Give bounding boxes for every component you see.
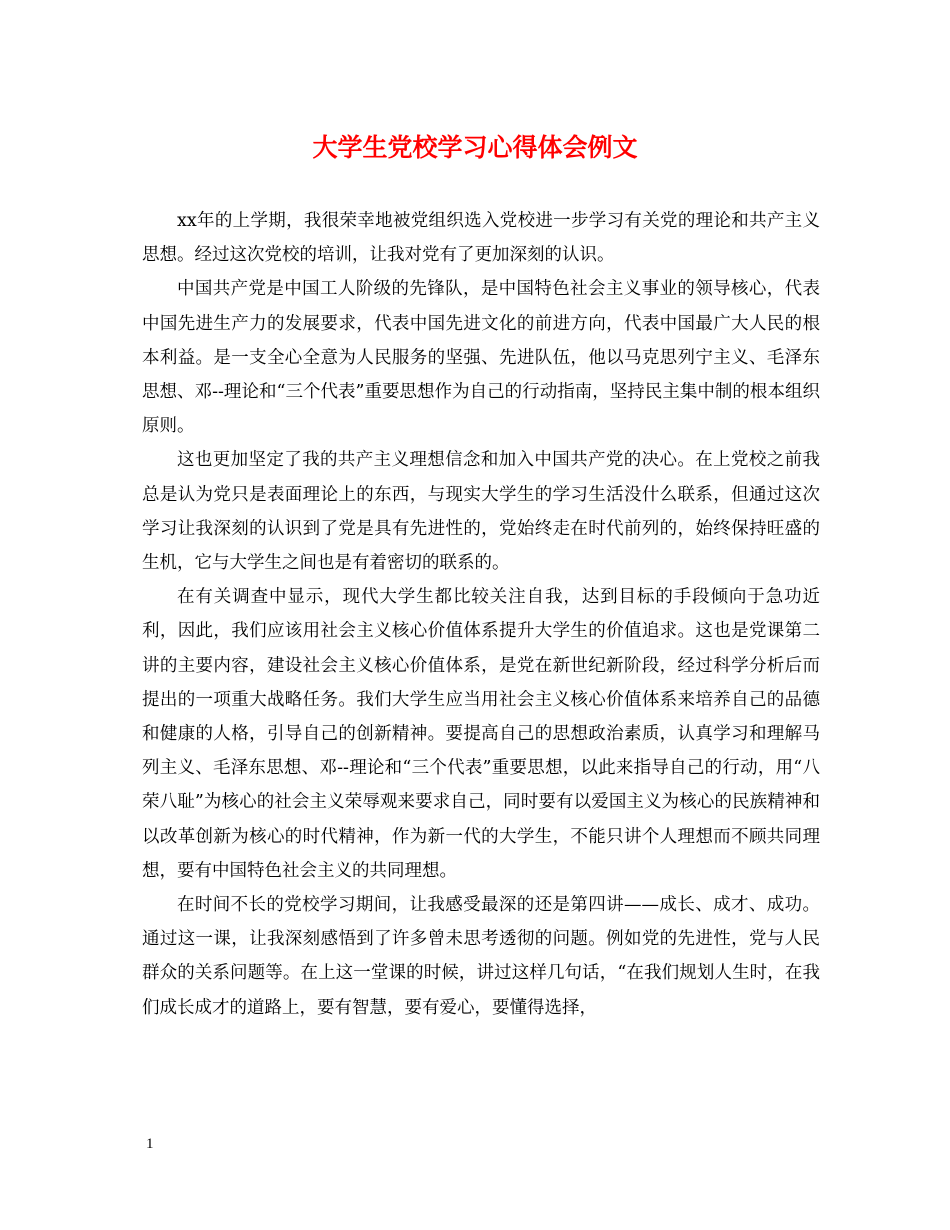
document-title: 大学生党校学习心得体会例文 xyxy=(312,133,638,162)
paragraph-1: xx年的上学期，我很荣幸地被党组织选入党校进一步学习有关党的理论和共产主义思想。经过这次党校的培训，让我对党有了更加深刻的认识。 xyxy=(142,211,820,266)
paragraph-5: 在时间不长的党校学习期间，让我感受最深的还是第四讲——成长、成才、成功。通过这一课，让我深刻感悟到了许多曾未思考透彻的问题。例如党的先进性，党与人民群众的关系问题等。在上这一堂课的时候，讲过这样几句话，“在我们规划人生时，在我们成长成才的道路上，要有智慧，要有爱心，要懂得选择， xyxy=(142,895,820,1018)
paragraph-4: 在有关调查中显示，现代大学生都比较关注自我，达到目标的手段倾向于急功近利，因此，我们应该用社会主义核心价值体系提升大学生的价值追求。这也是党课第二讲的主要内容，建设社会主义核心价值体系，是党在新世纪新阶段，经过科学分析后而提出的一项重大战略任务。我们大学生应当用社会主义核心价值体系来培养自己的品德和健康的人格，引导自己的创新精神。要提高自己的思想政治素质，认真学习和理解马列主义、毛泽东思想、邓--理论和“三个代表”重要思想，以此来指导自己的行动，用“八荣八耻”为核心的社会主义荣辱观来要求自己，同时要有以爱国主义为核心的民族精神和以改革创新为核心的时代精神，作为新一代的大学生，不能只讲个人理想而不顾共同理想，要有中国特色社会主义的共同理想。 xyxy=(142,587,820,881)
paragraph-2: 中国共产党是中国工人阶级的先锋队，是中国特色社会主义事业的领导核心，代表中国先进生产力的发展要求，代表中国先进文化的前进方向，代表中国最广大人民的根本利益。是一支全心全意为人民服务的坚强、先进队伍，他以马克思列宁主义、毛泽东思想、邓--理论和“三个代表”重要思想作为自己的行动指南，坚持民主集中制的根本组织原则。 xyxy=(142,279,820,437)
document-body xyxy=(142,204,820,1025)
paragraph-3: 这也更加坚定了我的共产主义理想信念和加入中国共产党的决心。在上党校之前我总是认为党只是表面理论上的东西，与现实大学生的学习生活没什么联系，但通过这次学习让我深刻的认识到了党是具有先进性的，党始终走在时代前列的，始终保持旺盛的生机，它与大学生之间也是有着密切的联系的。 xyxy=(142,450,820,574)
page-number: 1 xyxy=(146,1136,154,1152)
